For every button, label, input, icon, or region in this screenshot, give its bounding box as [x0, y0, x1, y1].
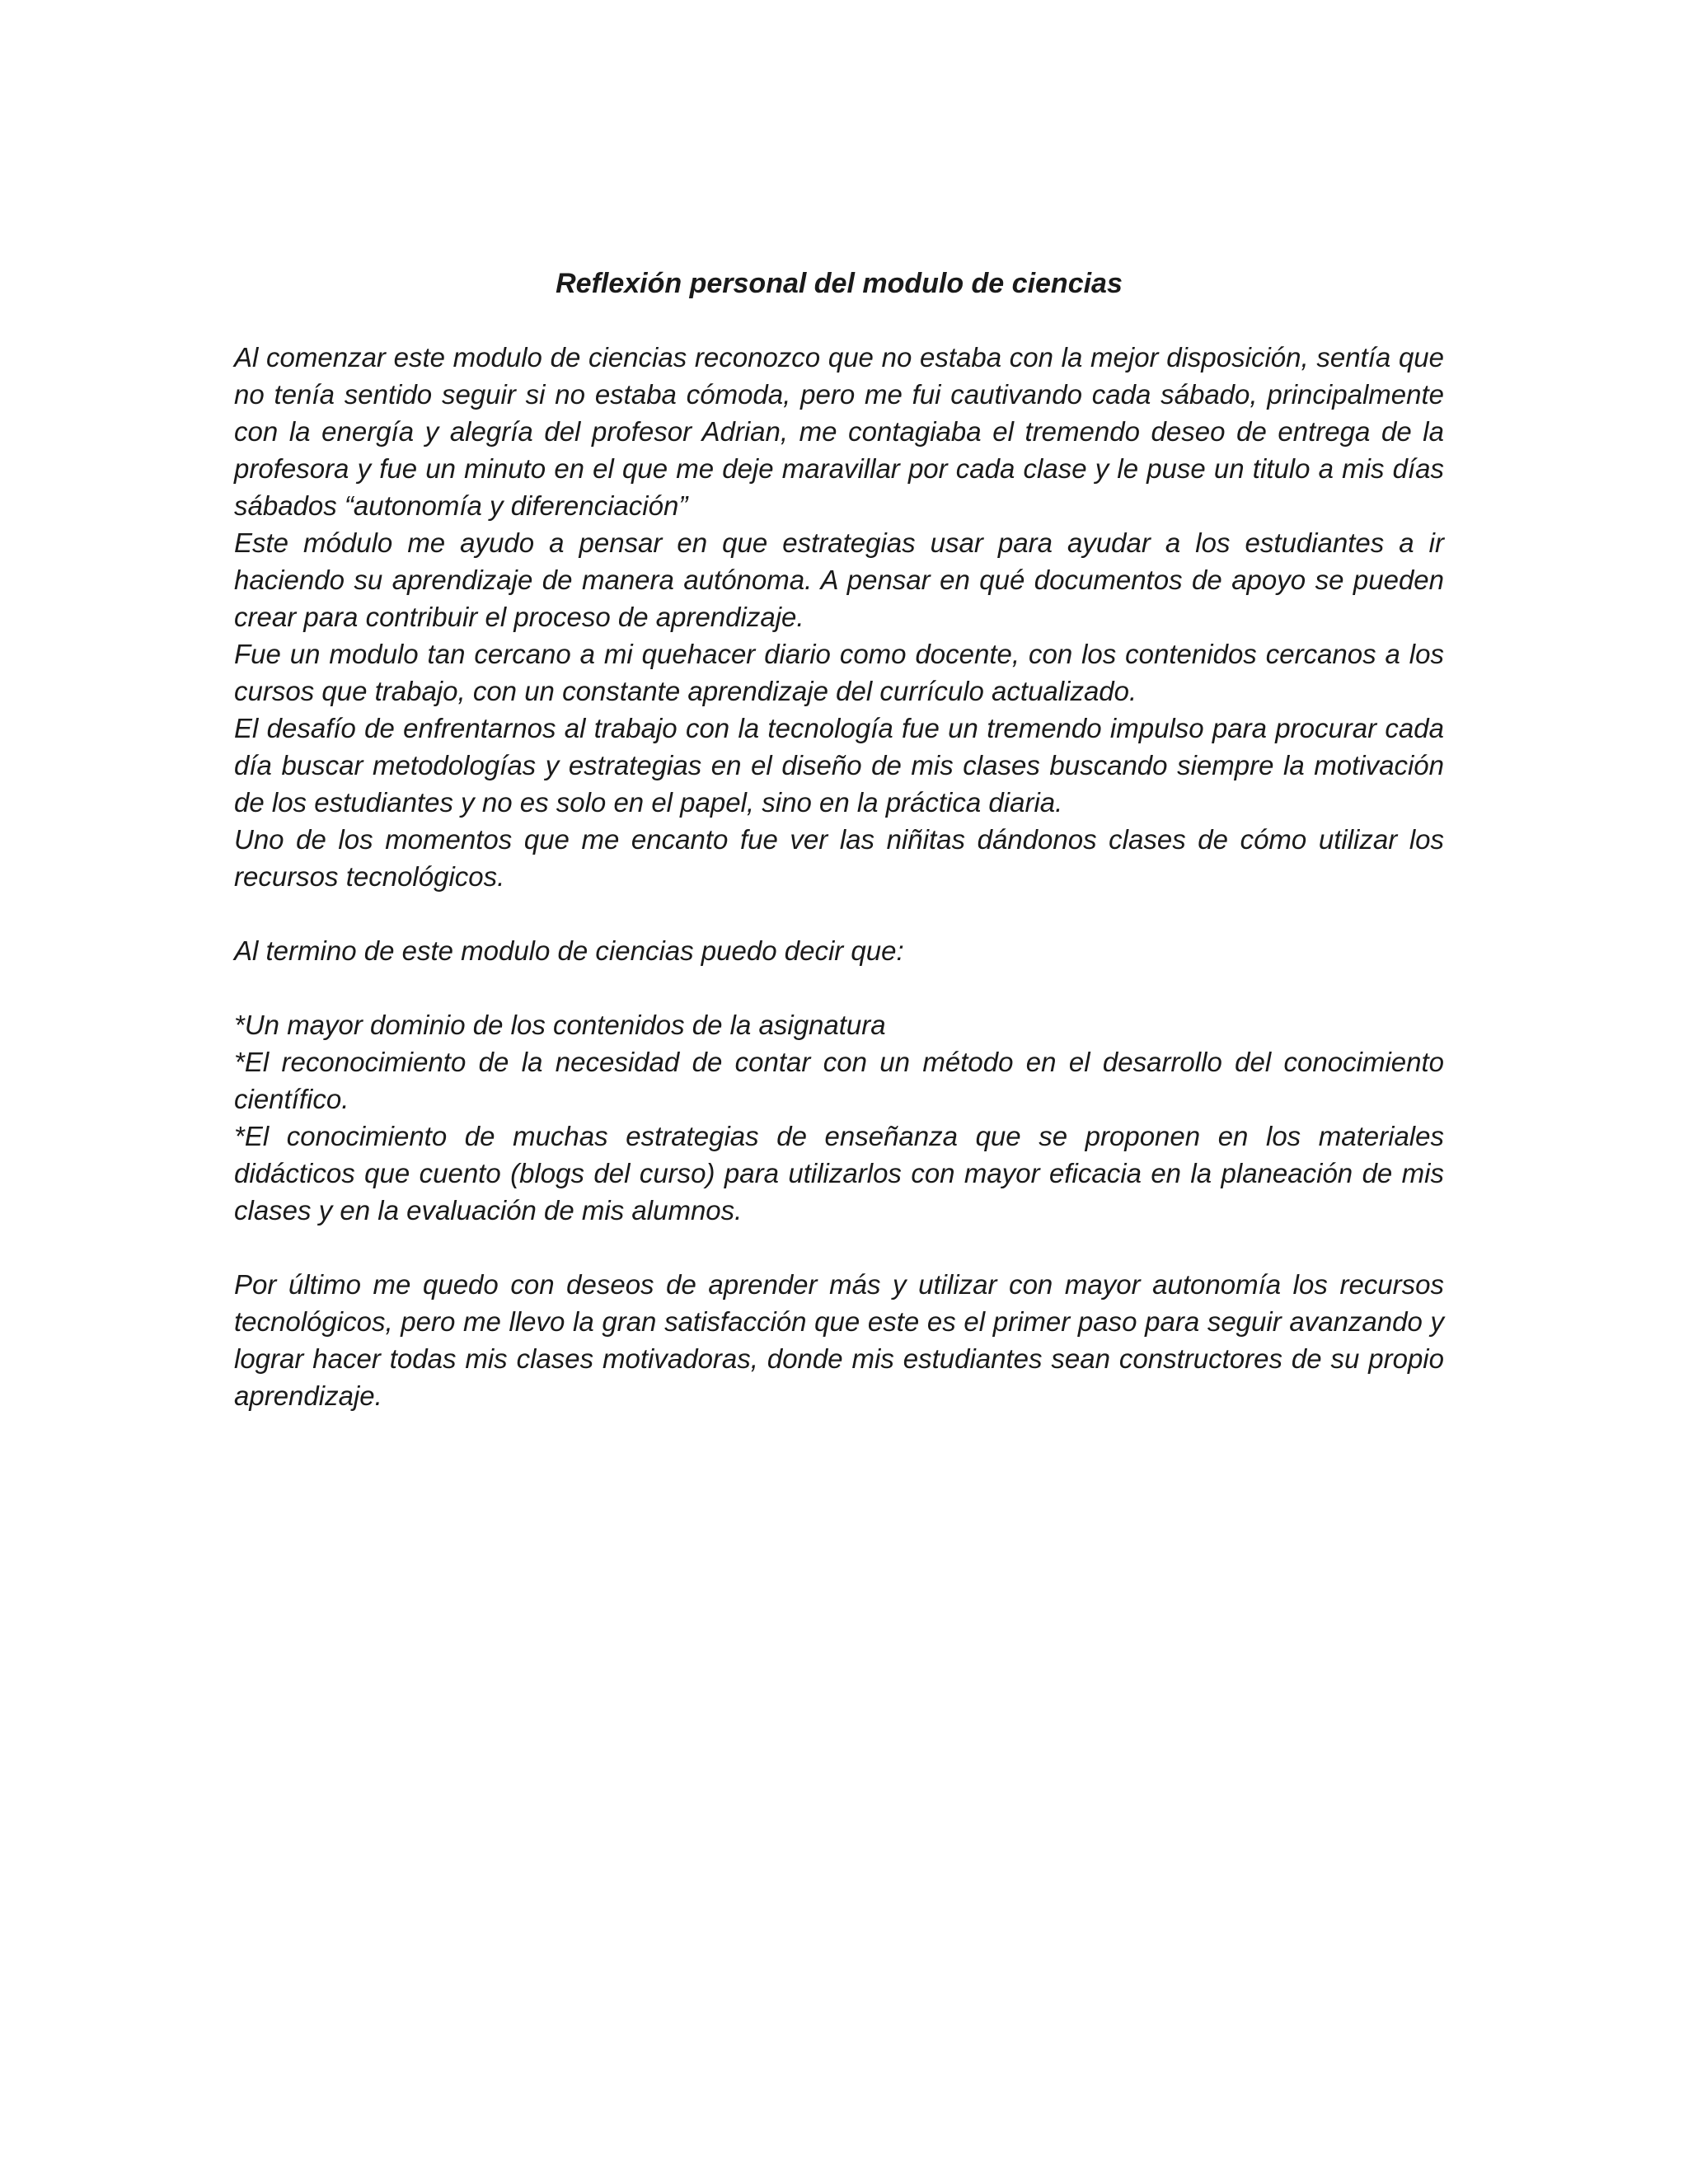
intro-paragraph: Fue un modulo tan cercano a mi quehacer diario como docente, con los contenidos cercanos a los cursos que trabajo, con un constante aprendizaje del currículo actualizado. [234, 639, 1444, 706]
intro-paragraph: Este módulo me ayudo a pensar en que estrategias usar para ayudar a los estudiantes a ir haciendo su aprendizaje de manera autónoma. A pensar en qué documentos de apoyo se pueden crear para contribuir el proceso de aprendizaje. [234, 527, 1444, 632]
document-title: Reflexión personal del modulo de ciencias [556, 268, 1123, 299]
paragraph-spacer [234, 895, 1444, 932]
paragraph-spacer [234, 1229, 1444, 1266]
conclusion-bullet: *El conocimiento de muchas estrategias de enseñanza que se proponen en los materiales didácticos que cuento (blogs del curso) para utilizarlos con mayor eficacia en la planeación de mis clases y en la evaluación de mis alumnos. [234, 1121, 1444, 1226]
conclusion-bullet: *El reconocimiento de la necesidad de contar con un método en el desarrollo del conocimiento científico. [234, 1047, 1444, 1114]
conclusion-lead: Al termino de este modulo de ciencias puedo decir que: [234, 935, 904, 966]
conclusion-bullet: *Un mayor dominio de los contenidos de la asignatura [234, 1010, 886, 1040]
closing-paragraph: Por último me quedo con deseos de aprender más y utilizar con mayor autonomía los recursos tecnológicos, pero me llevo la gran satisfacción que este es el primer paso para seguir avanzando y lograr hacer todas mis clases motivadoras, donde mis estudiantes sean constructores de su propio aprendizaje. [234, 1269, 1444, 1411]
document-body [234, 265, 1444, 1414]
intro-paragraph: Al comenzar este modulo de ciencias reconozco que no estaba con la mejor disposición, sentía que no tenía sentido seguir si no estaba cómoda, pero me fui cautivando cada sábado, principalmente con la energía y alegría del profesor Adrian, me contagiaba el tremendo deseo de entrega de la profesora y fue un minuto en el que me deje maravillar por cada clase y le puse un titulo a mis días sábados “autonomía y diferenciación” [234, 342, 1444, 521]
paragraph-spacer [234, 969, 1444, 1006]
intro-paragraph: Uno de los momentos que me encanto fue ver las niñitas dándonos clases de cómo utilizar los recursos tecnológicos. [234, 824, 1444, 892]
intro-paragraph: El desafío de enfrentarnos al trabajo con la tecnología fue un tremendo impulso para procurar cada día buscar metodologías y estrategias en el diseño de mis clases buscando siempre la motivación de los estudiantes y no es solo en el papel, sino en la práctica diaria. [234, 713, 1444, 818]
